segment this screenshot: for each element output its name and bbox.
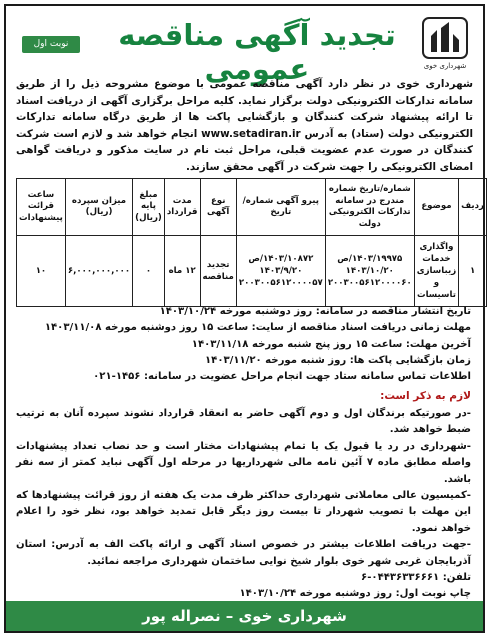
- page-title: تجدید آگهی مناقصه عمومی: [118, 18, 396, 86]
- row-subject: واگذاری خدمات زیباسازی و تاسیسات: [414, 236, 458, 307]
- condition-item: -شهرداری در رد یا قبول یک یا تمام پیشنهادات مختار است و حد نصاب تعداد پیشنهادات واصله مطابق ماده ۷ آئین نامه مالی شهرداریها در مرحله اول آگهی نباید کمتر از سه نفر باشد.: [16, 440, 471, 485]
- condition-item: -کمیسیون عالی معاملاتی شهرداری حداکثر ظرف مدت یک هفته از روز قرائت پیشنهادها که این مهلت با تصویب شهردار تا بیست روز دیگر قابل تمدید خواهد بود، نظر خود را اعلام خواهد نمود.: [16, 490, 471, 534]
- tender-code: ۲۰۰۳۰۰۵۶۱۲۰۰۰۰۶۰: [327, 278, 412, 288]
- col-type: نوع آگهی: [200, 179, 236, 236]
- final-deadline-line: آخرین مهلت: ساعت ۱۵ روز پنج شنبه مورخه ۱۴۰۳/۱۱/۱۸: [191, 338, 471, 350]
- col-deposit: میزان سپرده (ریال): [65, 179, 132, 236]
- row-tender-number: [325, 236, 414, 307]
- phone-line: تلفن: ۰۴۴۳۶۳۳۶۶۶۱-۶: [361, 572, 471, 584]
- conditions-title: لازم به ذکر است:: [380, 390, 471, 402]
- row-deposit: ۶,۰۰۰,۰۰۰,۰۰۰: [65, 236, 132, 307]
- print-date-line: چاپ نوبت اول: روز دوشنبه مورخه ۱۴۰۳/۱۰/۲۴: [239, 588, 471, 600]
- row-base-amount: ۰: [133, 236, 165, 307]
- table-header-row: [17, 179, 487, 236]
- tender-date: ۱۴۰۳/۱۰/۲۰: [345, 266, 394, 276]
- tender-advertisement: [4, 4, 485, 633]
- footer-banner: شهرداری خوی – نصراله پور: [6, 601, 483, 631]
- col-base-amount: مبلغ پایه (ریال): [133, 179, 165, 236]
- dates-list: [16, 304, 471, 385]
- row-type: تجدید مناقصه: [200, 236, 236, 307]
- tender-number: ۱۴۰۳/۱۹۹۷۵/ص: [337, 254, 403, 264]
- conditions-list: [16, 406, 471, 603]
- col-duration: مدت قرارداد: [164, 179, 200, 236]
- col-tender-number: شماره/تاریخ شماره مندرج در سامانه تدارکات الکترونیکی دولت: [325, 179, 414, 236]
- row-duration: ۱۲ ماه: [164, 236, 200, 307]
- municipality-logo: [417, 14, 473, 72]
- document-deadline-line: مهلت زمانی دریافت اسناد مناقصه از سایت: ساعت ۱۵ روز دوشنبه مورخه ۱۴۰۳/۱۱/۰۸: [44, 322, 471, 334]
- reference-code: ۲۰۰۳۰۰۵۶۱۲۰۰۰۰۵۷: [238, 278, 323, 288]
- publish-date-line: تاریخ انتشار مناقصه در سامانه: روز دوشنبه مورخه ۱۴۰۳/۱۰/۲۴: [159, 306, 471, 317]
- col-opening-hour: ساعت قرائت پیشنهادات: [17, 179, 66, 236]
- intro-paragraph: شهرداری خوی در نظر دارد آگهی مناقصه عمومی با موضوع مشروحه ذیل را از طریق سامانه تدارکات الکترونیکی دولت برگزار نماید. کلیه مراحل برگزاری آگهی از دریافت اسناد تا ارائه پیشنهاد شرکت کنندگان و بازگشایی پاکت ها از طریق درگاه سامانه تدارکات الکترونیکی دولت (ستاد) به آدرس www.setadiran.ir انجام خواهد شد و لازم است شرکت کنندگان در صورت عدم عضویت قبلی، مراحل ثبت نام در سایت مذکور و دریافت گواهی امضای الکترونیکی را جهت شرکت در آگهی محقق سازند.: [16, 78, 473, 173]
- svg-text:شهرداری خوی: شهرداری خوی: [423, 62, 467, 70]
- row-index: ۱: [459, 236, 487, 307]
- condition-item: -جهت دریافت اطلاعات بیشتر در خصوص اسناد آگهی و ارائه پاکت الف به آدرس: استان آذربایجان غربی شهر خوی بلوار شیخ نوایی ساختمان شهرداری مراجعه نمائید.: [16, 539, 471, 567]
- table-row: [17, 236, 487, 307]
- col-index: ردیف: [459, 179, 487, 236]
- condition-item: -در صورتیکه برندگان اول و دوم آگهی حاضر به انعقاد قرارداد نشوند سپرده آنان به ترتیب ضبط خواهد شد.: [16, 408, 471, 436]
- reference-date: ۱۴۰۳/۹/۲۰: [259, 266, 303, 276]
- row-opening-hour: ۱۰: [17, 236, 66, 307]
- row-reference: [236, 236, 325, 307]
- tender-table: [16, 178, 487, 307]
- col-subject: موضوع: [414, 179, 458, 236]
- publication-badge: نوبت اول: [22, 36, 80, 53]
- opening-date-line: زمان بازگشایی پاکت ها: روز شنبه مورخه ۱۴۰۳/۱۱/۲۰: [205, 354, 471, 366]
- col-reference: پیرو آگهی شماره/تاریخ: [236, 179, 325, 236]
- reference-number: ۱۴۰۳/۱۰۸۷۲/ص: [248, 254, 314, 264]
- contact-line: اطلاعات تماس سامانه ستاد جهت انجام مراحل عضویت در سامانه: ۱۴۵۶-۰۲۱: [93, 371, 471, 383]
